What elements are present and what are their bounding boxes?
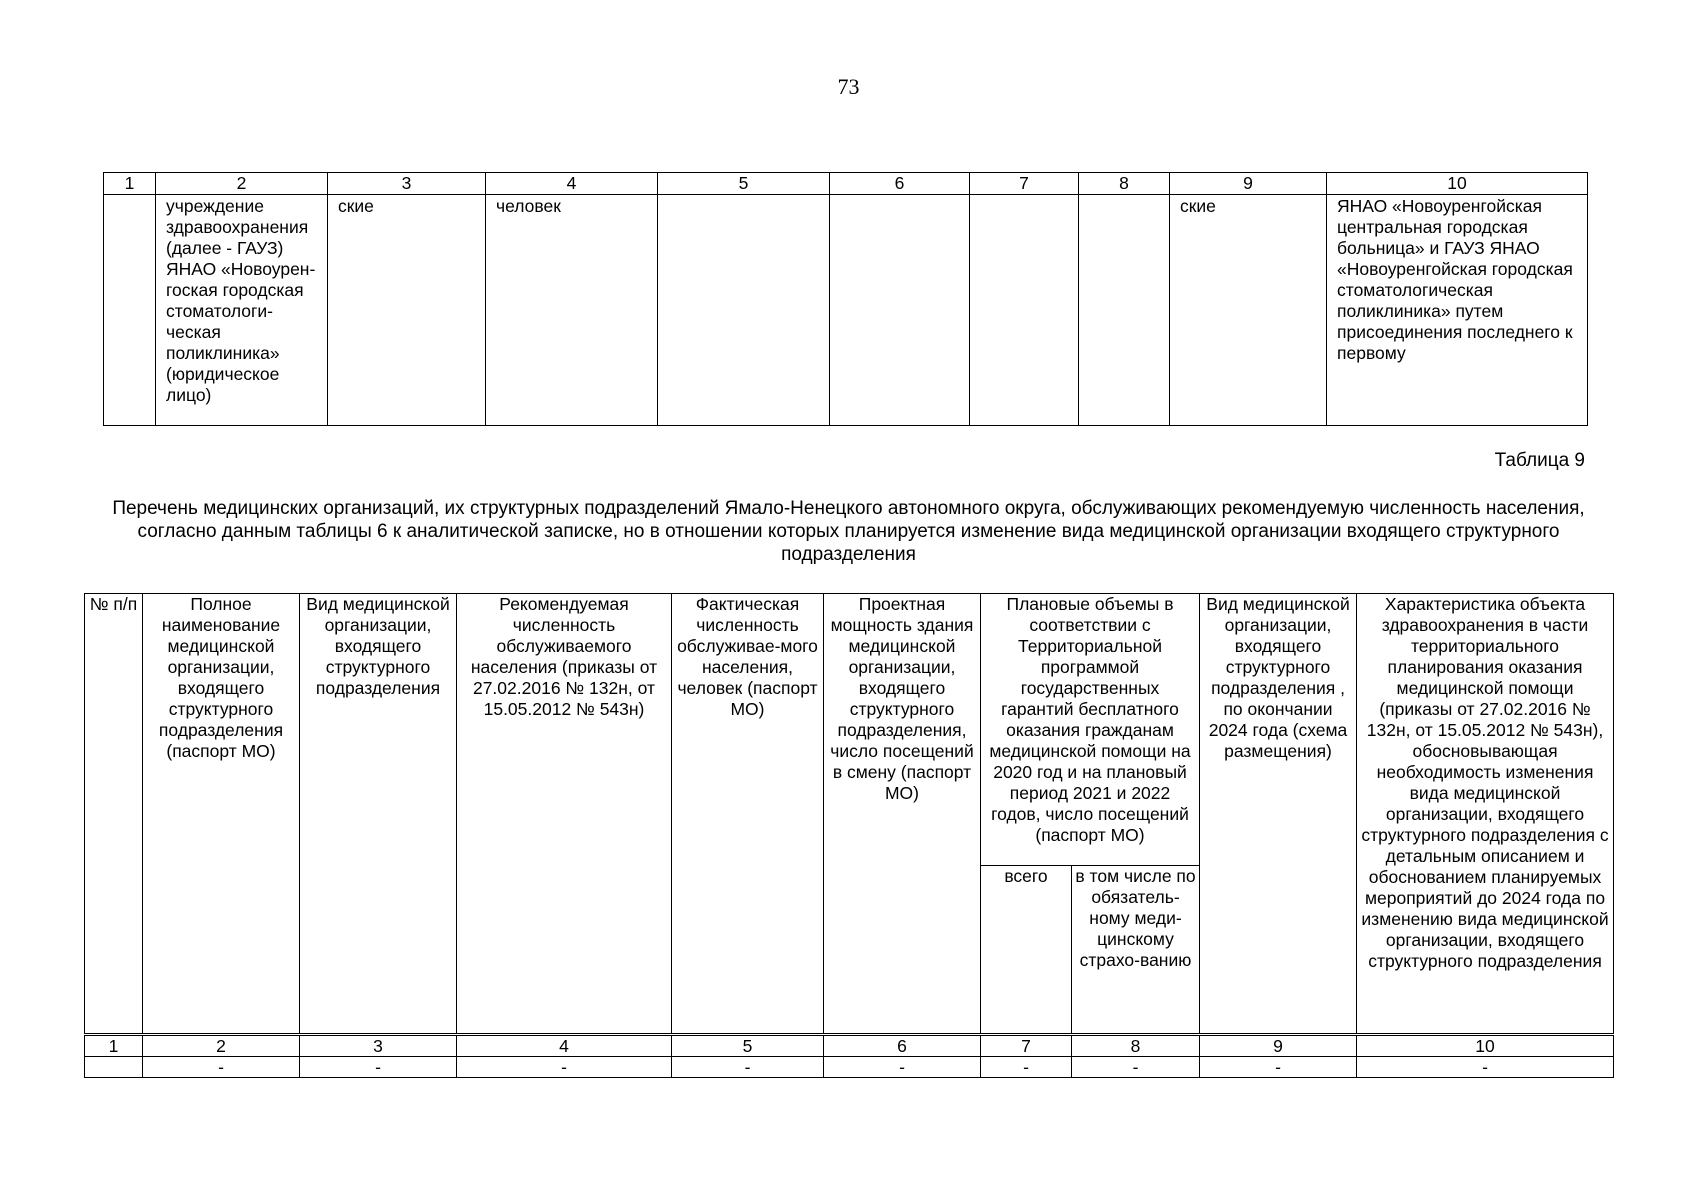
table-cell: - — [1200, 1057, 1357, 1078]
table-main-header — [84, 593, 1614, 1034]
table-cell — [85, 1057, 143, 1078]
table-cell: - — [1357, 1057, 1614, 1078]
column-number: 10 — [1357, 1036, 1614, 1057]
column-number: 5 — [672, 1036, 824, 1057]
table-cell — [830, 195, 970, 426]
header-cell-total: всего — [981, 866, 1072, 1034]
table-cell — [104, 195, 156, 426]
table-cell: - — [1072, 1057, 1200, 1078]
page-number: 73 — [837, 74, 860, 99]
table-cell — [970, 195, 1079, 426]
column-number: 4 — [457, 1036, 672, 1057]
table-continuation — [103, 172, 1588, 426]
column-number: 2 — [156, 173, 328, 195]
column-number: 6 — [830, 173, 970, 195]
column-number-row — [104, 173, 1588, 195]
table-cell: - — [981, 1057, 1072, 1078]
header-cell-type-2024: Вид медицинской организации, входящего структурного подразделения , по окончании 2024 года (схема размещения) — [1200, 594, 1357, 1034]
table-cell: ские — [1170, 195, 1327, 426]
table-cell: - — [672, 1057, 824, 1078]
column-number: 7 — [981, 1036, 1072, 1057]
column-number: 6 — [824, 1036, 981, 1057]
table-cell — [658, 195, 830, 426]
table-label: Таблица 9 — [1494, 450, 1585, 471]
column-number: 1 — [85, 1036, 143, 1057]
header-cell-type: Вид медицинской организации, входящего структурного подразделения — [300, 594, 457, 1034]
table-cell: - — [300, 1057, 457, 1078]
column-number: 9 — [1200, 1036, 1357, 1057]
header-cell-characteristics: Характеристика объекта здравоохранения в части территориального планирования оказания медицинской помощи (приказы от 27.02.2016 № 132н, от 15.05.2012 № 543н), обосновывающая необходимость изменения вида медицинской организации, входящего структурного подразделения с детальным описанием и обоснованием планируемых мероприятий до 2024 года по изменению вида медицинской организации, входящего структурного подразделения — [1357, 594, 1614, 1034]
table-cell: - — [457, 1057, 672, 1078]
header-cell-recommended-population: Рекомендуемая численность обслуживаемого населения (приказы от 27.02.2016 № 132н, от 15.05.2012 № 543н) — [457, 594, 672, 1034]
table-cell: человек — [486, 195, 658, 426]
table-cell: - — [824, 1057, 981, 1078]
column-number: 3 — [328, 173, 486, 195]
table-heading: Перечень медицинских организаций, их структурных подразделений Ямало-Ненецкого автономного округа, обслуживающих рекомендуемую численность населения, согласно данным таблицы 6 к аналитической записке, но в отношении которых планируется изменение вида медицинской организации входящего структурного подразделения — [112, 498, 1585, 565]
table-cell: - — [143, 1057, 300, 1078]
table-cell: ЯНАО «Новоуренгойская центральная городская больница» и ГАУЗ ЯНАО «Новоуренгойская городская стоматологическая поликлиника» путем присоединения последнего к первому — [1327, 195, 1588, 426]
table-cell: учреждение здравоохранения (далее - ГАУЗ) ЯНАО «Новоурен-гоская городская стоматологи-ческая поликлиника» (юридическое лицо) — [156, 195, 328, 426]
table-row — [85, 1057, 1614, 1078]
table-cell: ские — [328, 195, 486, 426]
header-cell-planned-volumes: Плановые объемы в соответствии с Территориальной программой государственных гарантий бесплатного оказания гражданам медицинской помощи на 2020 год и на плановый период 2021 и 2022 годов, число посещений (паспорт МО) — [981, 594, 1200, 866]
header-cell-design-capacity: Проектная мощность здания медицинской организации, входящего структурного подразделения, число посещений в смену (паспорт МО) — [824, 594, 981, 1034]
column-number: 4 — [486, 173, 658, 195]
table-row — [104, 195, 1588, 426]
column-number-row — [85, 1036, 1614, 1057]
table-cell — [1079, 195, 1170, 426]
column-number: 9 — [1170, 173, 1327, 195]
header-cell-number: № п/п — [85, 594, 143, 1034]
header-cell-oms: в том числе по обязатель-ному меди-цинскому страхо-ванию — [1072, 866, 1200, 1034]
column-number: 7 — [970, 173, 1079, 195]
column-number: 3 — [300, 1036, 457, 1057]
table-main-body — [84, 1035, 1614, 1078]
column-number: 2 — [143, 1036, 300, 1057]
header-cell-actual-population: Фактическая численность обслуживае-мого населения, человек (паспорт МО) — [672, 594, 824, 1034]
header-cell-full-name: Полное наименование медицинской организации, входящего структурного подразделения (паспорт МО) — [143, 594, 300, 1034]
column-number: 1 — [104, 173, 156, 195]
column-number: 5 — [658, 173, 830, 195]
column-number: 10 — [1327, 173, 1588, 195]
column-number: 8 — [1072, 1036, 1200, 1057]
column-number: 8 — [1079, 173, 1170, 195]
